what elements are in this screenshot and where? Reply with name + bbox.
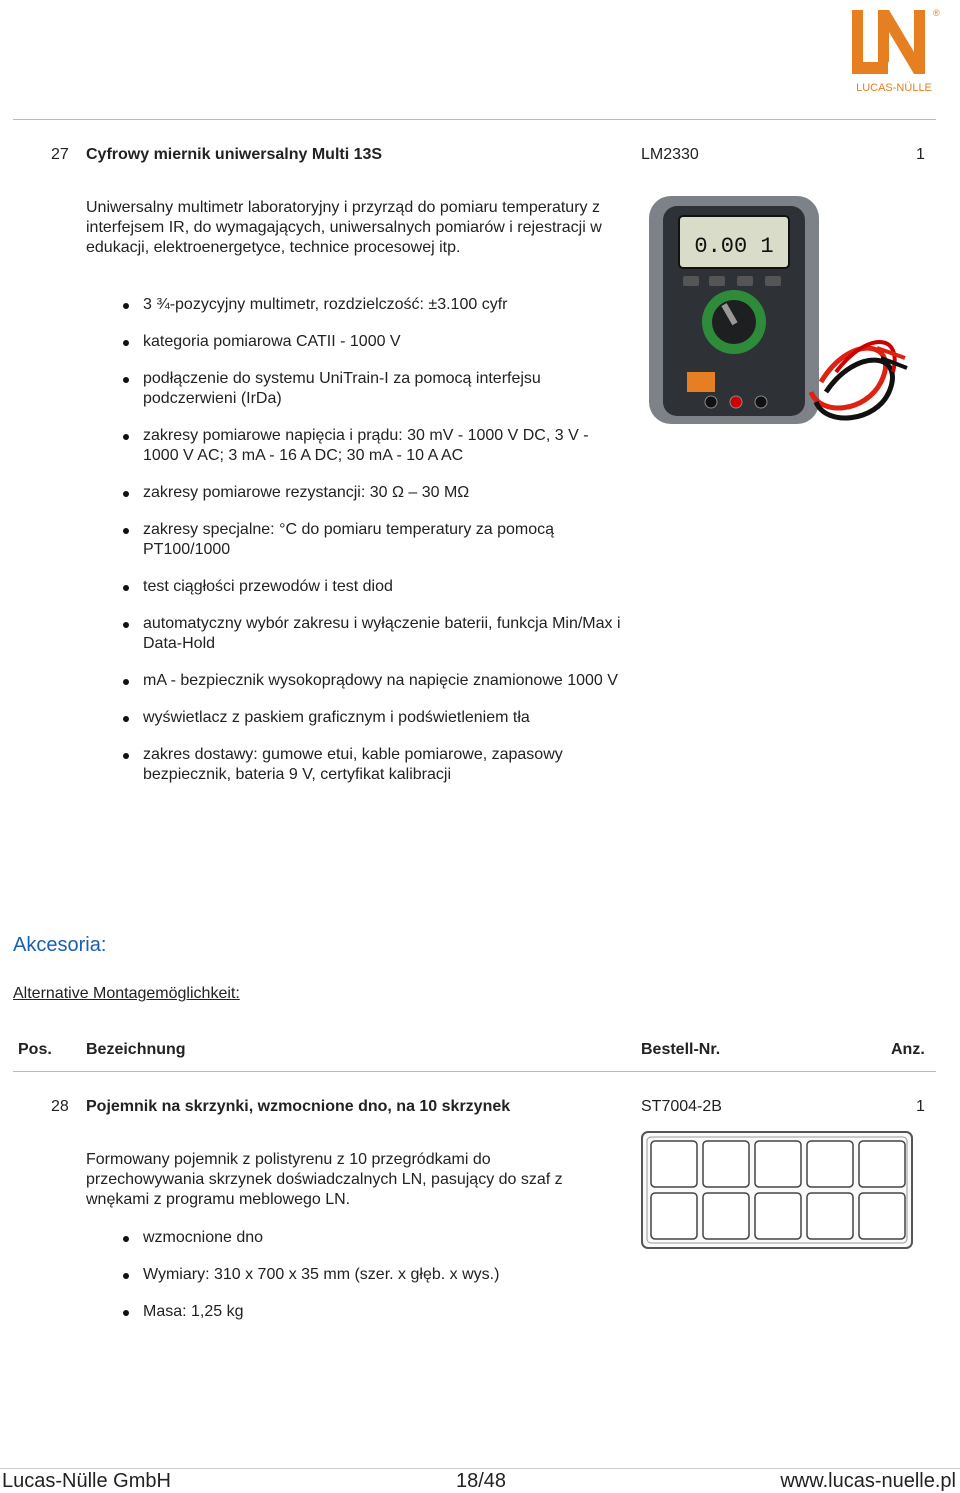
item-description: Formowany pojemnik z polistyrenu z 10 przegródkami do przechowywania skrzynek doświadczalnych LN, pasujący do szaf z wnękami z programu meblowego LN. bbox=[86, 1151, 563, 1208]
feature-item: Masa: 1,25 kg bbox=[86, 1302, 626, 1322]
registered-mark: ® bbox=[933, 8, 940, 18]
footer-page-number: 18/48 bbox=[456, 1470, 507, 1492]
feature-item: podłączenie do systemu UniTrain-I za pomocą interfejsu podczerwieni (IrDa) bbox=[86, 369, 626, 409]
compartment bbox=[651, 1193, 697, 1239]
item-description: Uniwersalny multimetr laboratoryjny i przyrząd do pomiaru temperatury z interfejsem IR, do wymagających, uniwersalnych pomiarów i rejestracji w edukacji, elektroenergetyce, technice procesowej itp. bbox=[86, 199, 602, 256]
footer-website[interactable]: www.lucas-nuelle.pl bbox=[780, 1470, 956, 1492]
feature-item: mA - bezpiecznik wysokoprądowy na napięcie znamionowe 1000 V bbox=[86, 671, 626, 691]
feature-item: kategoria pomiarowa CATII - 1000 V bbox=[86, 332, 626, 352]
compartment bbox=[755, 1141, 801, 1187]
feature-item: zakresy specjalne: °C do pomiaru temperatury za pomocą PT100/1000 bbox=[86, 520, 626, 560]
alternative-mounting-link[interactable]: Alternative Montagemöglichkeit: bbox=[13, 985, 240, 1002]
table-header-divider bbox=[13, 1071, 936, 1072]
item-title: Cyfrowy miernik uniwersalny Multi 13S bbox=[86, 146, 383, 163]
compartment bbox=[703, 1141, 749, 1187]
feature-list bbox=[86, 295, 626, 785]
header-pos: Pos. bbox=[18, 1041, 52, 1058]
top-divider bbox=[13, 119, 936, 120]
footer-divider bbox=[0, 1468, 960, 1469]
feature-item: wyświetlacz z paskiem graficznym i podświetleniem tła bbox=[86, 708, 626, 728]
feature-item: wzmocnione dno bbox=[86, 1228, 626, 1248]
feature-item: zakresy pomiarowe rezystancji: 30 Ω – 30 MΩ bbox=[86, 483, 626, 503]
feature-item: Wymiary: 310 x 700 x 35 mm (szer. x głęb. x wys.) bbox=[86, 1265, 626, 1285]
accessories-heading: Akcesoria: bbox=[13, 934, 107, 956]
logo-name: LUCAS-NÜLLE bbox=[856, 82, 932, 94]
item-order-number: LM2330 bbox=[641, 146, 699, 163]
feature-list bbox=[86, 1228, 626, 1322]
item-order-number: ST7004-2B bbox=[641, 1098, 722, 1115]
compartment bbox=[859, 1141, 905, 1187]
multimeter-image bbox=[641, 182, 913, 432]
footer-company: Lucas-Nülle GmbH bbox=[2, 1470, 171, 1492]
feature-item: zakresy pomiarowe napięcia i prądu: 30 mV - 1000 V DC, 3 V - 1000 V AC; 3 mA - 16 A DC; 30 mA - 10 A AC bbox=[86, 426, 626, 466]
compartment bbox=[807, 1141, 853, 1187]
item-quantity: 1 bbox=[916, 146, 925, 163]
header-quantity: Anz. bbox=[891, 1041, 925, 1058]
lucas-nuelle-logo bbox=[848, 4, 940, 96]
compartment bbox=[651, 1141, 697, 1187]
feature-item: zakres dostawy: gumowe etui, kable pomiarowe, zapasowy bezpiecznik, bateria 9 V, certyfikat kalibracji bbox=[86, 745, 626, 785]
feature-item: automatyczny wybór zakresu i wyłączenie baterii, funkcja Min/Max i Data-Hold bbox=[86, 614, 626, 654]
item-quantity: 1 bbox=[916, 1098, 925, 1115]
item-position: 27 bbox=[51, 146, 69, 163]
feature-item: test ciągłości przewodów i test diod bbox=[86, 577, 626, 597]
item-position: 28 bbox=[51, 1098, 69, 1115]
compartment bbox=[755, 1193, 801, 1239]
compartment bbox=[703, 1193, 749, 1239]
header-name: Bezeichnung bbox=[86, 1041, 186, 1058]
compartment bbox=[859, 1193, 905, 1239]
container-image bbox=[641, 1131, 913, 1249]
header-order-number: Bestell-Nr. bbox=[641, 1041, 721, 1058]
item-title: Pojemnik na skrzynki, wzmocnione dno, na 10 skrzynek bbox=[86, 1098, 511, 1115]
compartment bbox=[807, 1193, 853, 1239]
display-reading: 0.00 1 bbox=[694, 234, 774, 259]
feature-item: 3 ¾-pozycyjny multimetr, rozdzielczość: ±3.100 cyfr bbox=[86, 295, 626, 315]
